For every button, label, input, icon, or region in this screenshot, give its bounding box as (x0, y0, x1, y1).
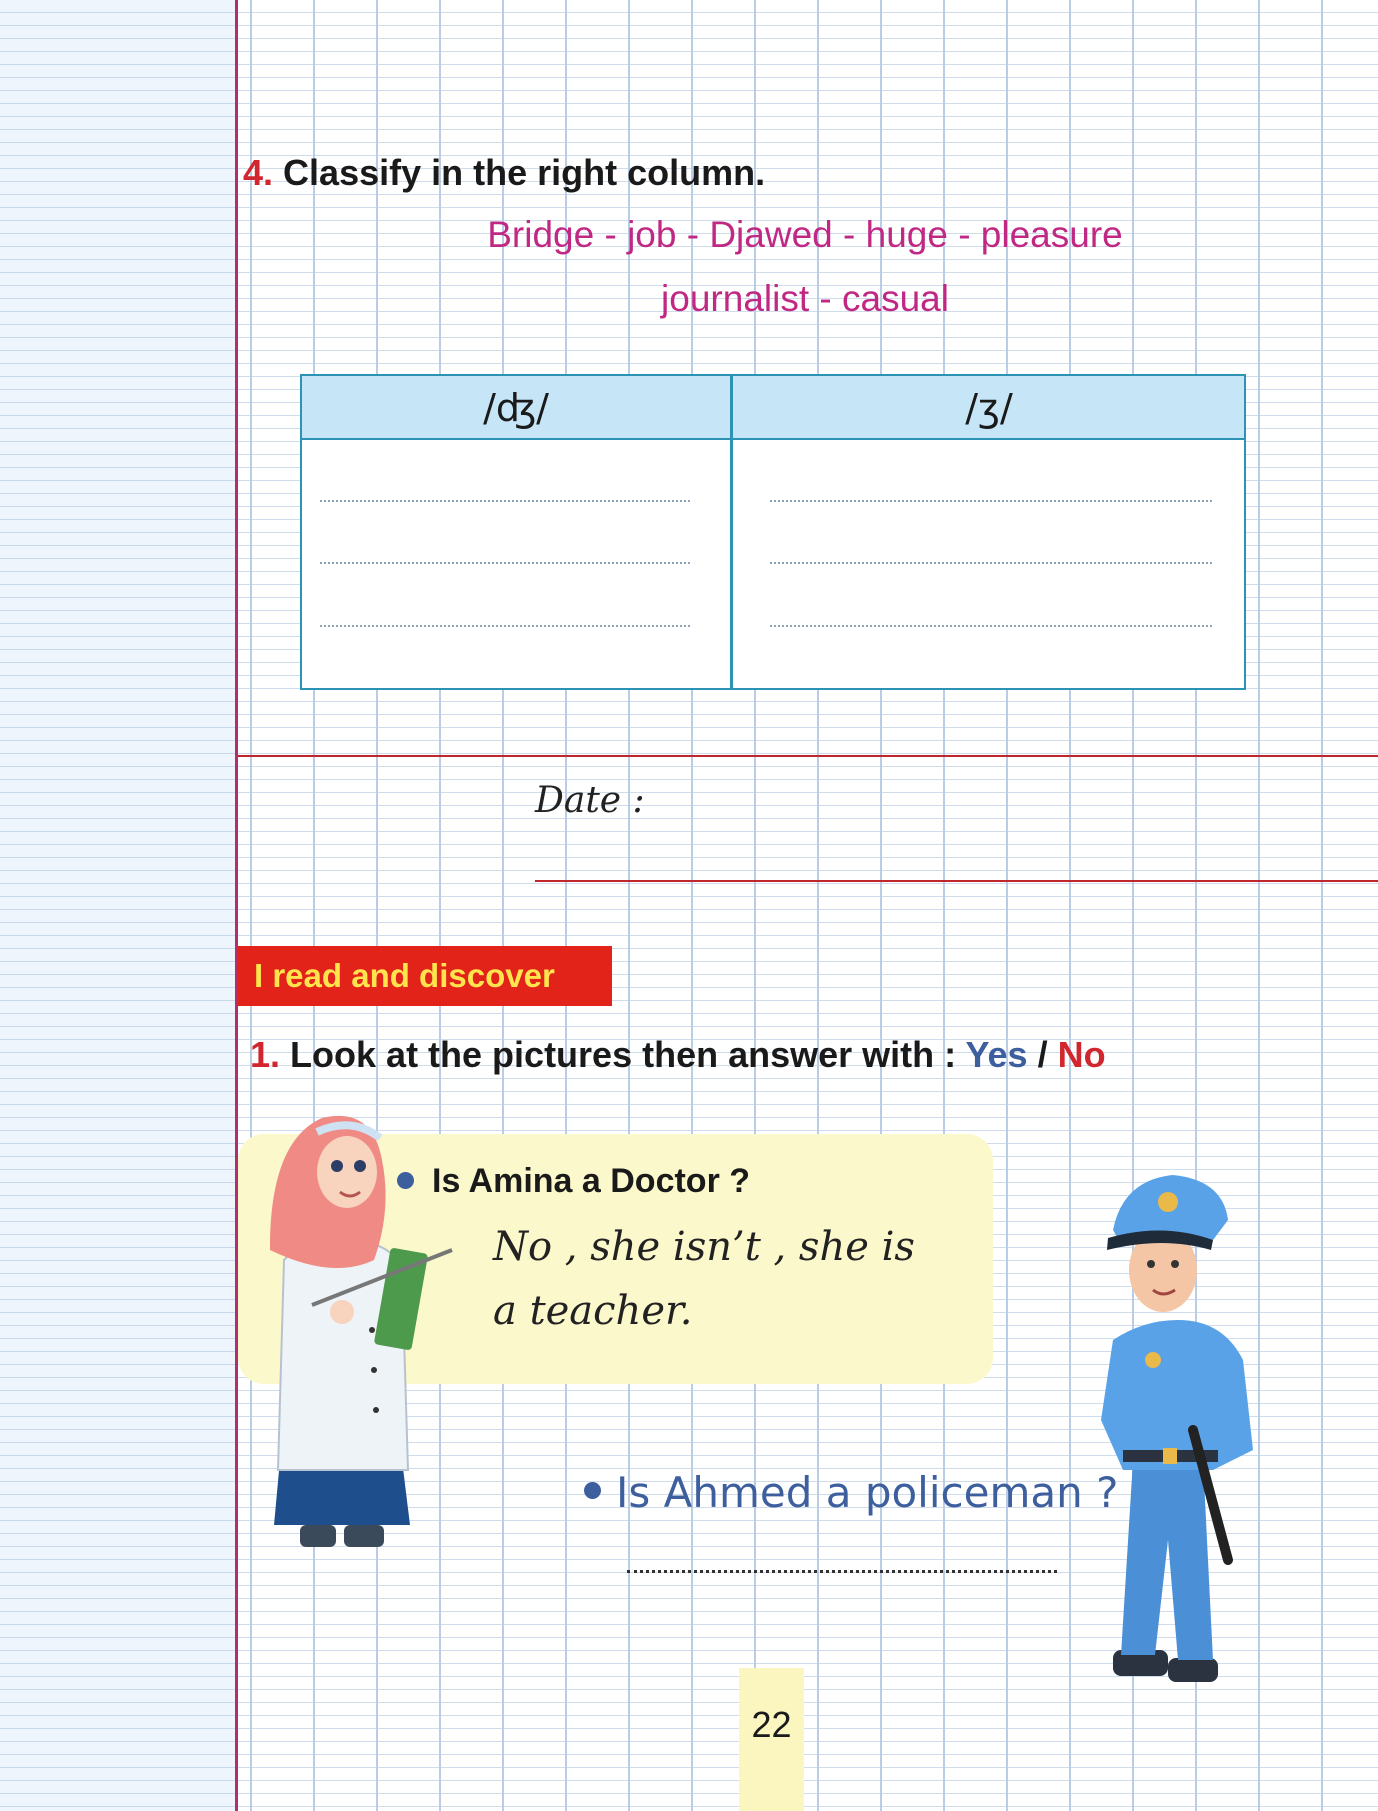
answer-line[interactable] (320, 625, 690, 627)
word-list-line-2: journalist - casual (661, 278, 949, 319)
question-1-title (250, 1034, 1106, 1076)
date-label: Date : (535, 780, 645, 821)
classification-table (300, 374, 1246, 690)
slash-separator: / (1037, 1034, 1048, 1075)
word-list-line-1: Bridge - job - Djawed - huge - pleasure (487, 214, 1123, 255)
bullet-icon (397, 1172, 414, 1189)
bullet-icon (584, 1482, 601, 1499)
answer-line[interactable] (770, 625, 1212, 627)
exercise-instruction: Classify in the right column. (283, 152, 766, 193)
table-header-dz: /ʤ/ (483, 386, 549, 430)
answer-line[interactable] (320, 562, 690, 564)
section-divider (238, 755, 1378, 757)
question-amina: Is Amina a Doctor ? (432, 1162, 751, 1200)
policeman-illustration (1093, 1160, 1283, 1700)
exercise-4-title (243, 152, 765, 194)
question-instruction: Look at the pictures then answer with : (290, 1034, 957, 1075)
question-number: 1. (250, 1034, 281, 1075)
answer-amina-line-2: a teacher. (493, 1288, 693, 1334)
answer-line[interactable] (320, 500, 690, 502)
exercise-number: 4. (243, 152, 274, 193)
answer-ahmed-line[interactable] (627, 1570, 1057, 1573)
margin-line (235, 0, 238, 1811)
no-option: No (1057, 1034, 1106, 1075)
question-ahmed: Is Ahmed a policeman ? (616, 1468, 1119, 1517)
date-underline (535, 880, 1378, 882)
yes-option: Yes (965, 1034, 1028, 1075)
answer-line[interactable] (770, 562, 1212, 564)
table-header-zh: /ʒ/ (965, 386, 1013, 430)
answer-line[interactable] (770, 500, 1212, 502)
page-number: 22 (751, 1704, 792, 1745)
left-margin-band (0, 0, 235, 1811)
answer-amina (493, 1215, 915, 1343)
answer-amina-line-1: No , she isn’t , she is (493, 1224, 915, 1270)
section-banner: I read and discover (238, 946, 612, 1006)
